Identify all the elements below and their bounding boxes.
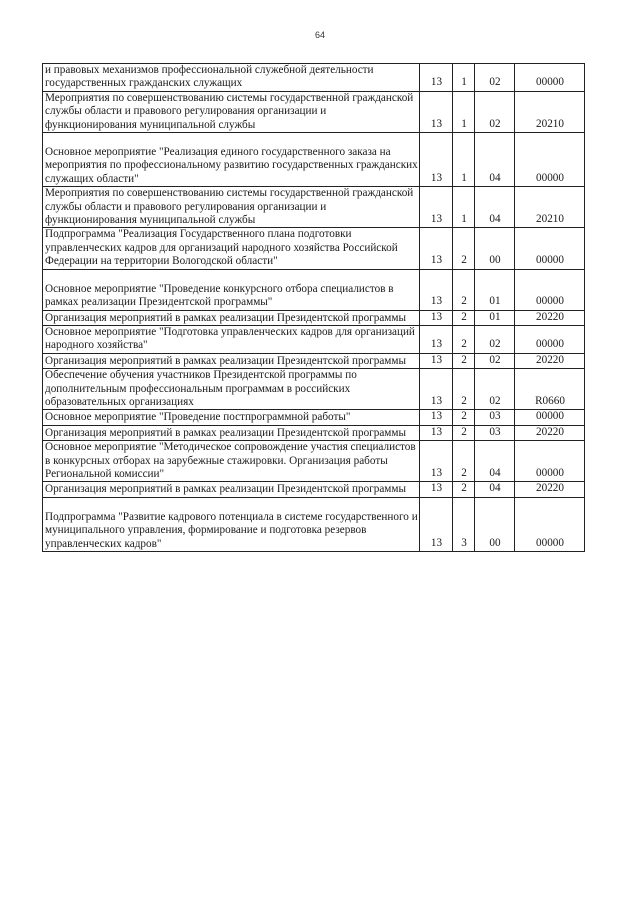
table-row <box>43 133 585 187</box>
table-row <box>43 91 585 132</box>
direction-code: 20210 <box>515 187 585 228</box>
measure-code: 03 <box>475 410 515 425</box>
section-code: 13 <box>420 410 453 425</box>
section-code: 13 <box>420 187 453 228</box>
section-code: 13 <box>420 228 453 269</box>
measure-code: 02 <box>475 325 515 353</box>
section-code: 13 <box>420 91 453 132</box>
direction-code: 00000 <box>515 269 585 310</box>
direction-code: R0660 <box>515 369 585 410</box>
program-code: 2 <box>453 425 475 440</box>
section-code: 13 <box>420 325 453 353</box>
row-name: и правовых механизмов профессиональной служебной деятельности государственных гражданских служащих <box>43 64 420 92</box>
row-name: Основное мероприятие "Проведение конкурсного отбора специалистов в рамках реализации Президентской программы" <box>43 269 420 310</box>
measure-code: 01 <box>475 310 515 325</box>
row-name: Мероприятия по совершенствованию системы государственной гражданской службы области и правового регулирования организации и функционирования муниципальной службы <box>43 187 420 228</box>
row-name: Основное мероприятие "Подготовка управленческих кадров для организаций народного хозяйства" <box>43 325 420 353</box>
section-code: 13 <box>420 269 453 310</box>
measure-code: 01 <box>475 269 515 310</box>
table-row <box>43 325 585 353</box>
program-code: 2 <box>453 269 475 310</box>
table-row <box>43 353 585 368</box>
section-code: 13 <box>420 353 453 368</box>
row-name: Организация мероприятий в рамках реализации Президентской программы <box>43 310 420 325</box>
section-code: 13 <box>420 310 453 325</box>
row-name: Организация мероприятий в рамках реализации Президентской программы <box>43 482 420 497</box>
measure-code: 04 <box>475 187 515 228</box>
row-name: Основное мероприятие "Проведение постпрограммной работы" <box>43 410 420 425</box>
program-code: 1 <box>453 133 475 187</box>
direction-code: 00000 <box>515 441 585 482</box>
measure-code: 02 <box>475 369 515 410</box>
measure-code: 04 <box>475 441 515 482</box>
program-code: 2 <box>453 353 475 368</box>
direction-code: 00000 <box>515 325 585 353</box>
section-code: 13 <box>420 133 453 187</box>
page-number: 64 <box>314 30 325 40</box>
program-code: 2 <box>453 310 475 325</box>
row-name: Обеспечение обучения участников Президентской программы по дополнительным профессиональным программам в российских образовательных организациях <box>43 369 420 410</box>
row-name: Основное мероприятие "Методическое сопровождение участия специалистов в конкурсных отборах на зарубежные стажировки. Организация работы Региональной комиссии" <box>43 441 420 482</box>
section-code: 13 <box>420 441 453 482</box>
measure-code: 03 <box>475 425 515 440</box>
program-code: 2 <box>453 325 475 353</box>
table-row <box>43 482 585 497</box>
measure-code: 00 <box>475 497 515 551</box>
measure-code: 02 <box>475 353 515 368</box>
program-code: 2 <box>453 228 475 269</box>
direction-code: 00000 <box>515 64 585 92</box>
table-row <box>43 187 585 228</box>
row-name: Мероприятия по совершенствованию системы государственной гражданской службы области и правового регулирования организации и функционирования муниципальной службы <box>43 91 420 132</box>
table-row <box>43 425 585 440</box>
section-code: 13 <box>420 497 453 551</box>
budget-classification-table <box>42 63 585 552</box>
table-row <box>43 441 585 482</box>
measure-code: 04 <box>475 482 515 497</box>
row-name: Основное мероприятие "Реализация единого государственного заказа на мероприятия по профессиональному развитию государственных гражданских служащих области" <box>43 133 420 187</box>
program-code: 2 <box>453 410 475 425</box>
table-row <box>43 497 585 551</box>
measure-code: 04 <box>475 133 515 187</box>
program-code: 3 <box>453 497 475 551</box>
program-code: 1 <box>453 64 475 92</box>
program-code: 2 <box>453 369 475 410</box>
measure-code: 02 <box>475 91 515 132</box>
table-row <box>43 410 585 425</box>
row-name: Организация мероприятий в рамках реализации Президентской программы <box>43 425 420 440</box>
table-row <box>43 228 585 269</box>
section-code: 13 <box>420 64 453 92</box>
direction-code: 00000 <box>515 133 585 187</box>
program-code: 1 <box>453 187 475 228</box>
direction-code: 20220 <box>515 353 585 368</box>
direction-code: 00000 <box>515 228 585 269</box>
direction-code: 20210 <box>515 91 585 132</box>
row-name: Подпрограмма "Реализация Государственного плана подготовки управленческих кадров для организаций народного хозяйства Российской Федерации на территории Вологодской области" <box>43 228 420 269</box>
program-code: 2 <box>453 482 475 497</box>
table-row <box>43 64 585 92</box>
direction-code: 00000 <box>515 410 585 425</box>
section-code: 13 <box>420 482 453 497</box>
row-name: Подпрограмма "Развитие кадрового потенциала в системе государственного и муниципального управления, формирование и подготовка резервов управленческих кадров" <box>43 497 420 551</box>
direction-code: 00000 <box>515 497 585 551</box>
section-code: 13 <box>420 425 453 440</box>
direction-code: 20220 <box>515 310 585 325</box>
direction-code: 20220 <box>515 425 585 440</box>
section-code: 13 <box>420 369 453 410</box>
measure-code: 00 <box>475 228 515 269</box>
table-row <box>43 310 585 325</box>
table-row <box>43 269 585 310</box>
program-code: 2 <box>453 441 475 482</box>
measure-code: 02 <box>475 64 515 92</box>
row-name: Организация мероприятий в рамках реализации Президентской программы <box>43 353 420 368</box>
direction-code: 20220 <box>515 482 585 497</box>
table-row <box>43 369 585 410</box>
program-code: 1 <box>453 91 475 132</box>
